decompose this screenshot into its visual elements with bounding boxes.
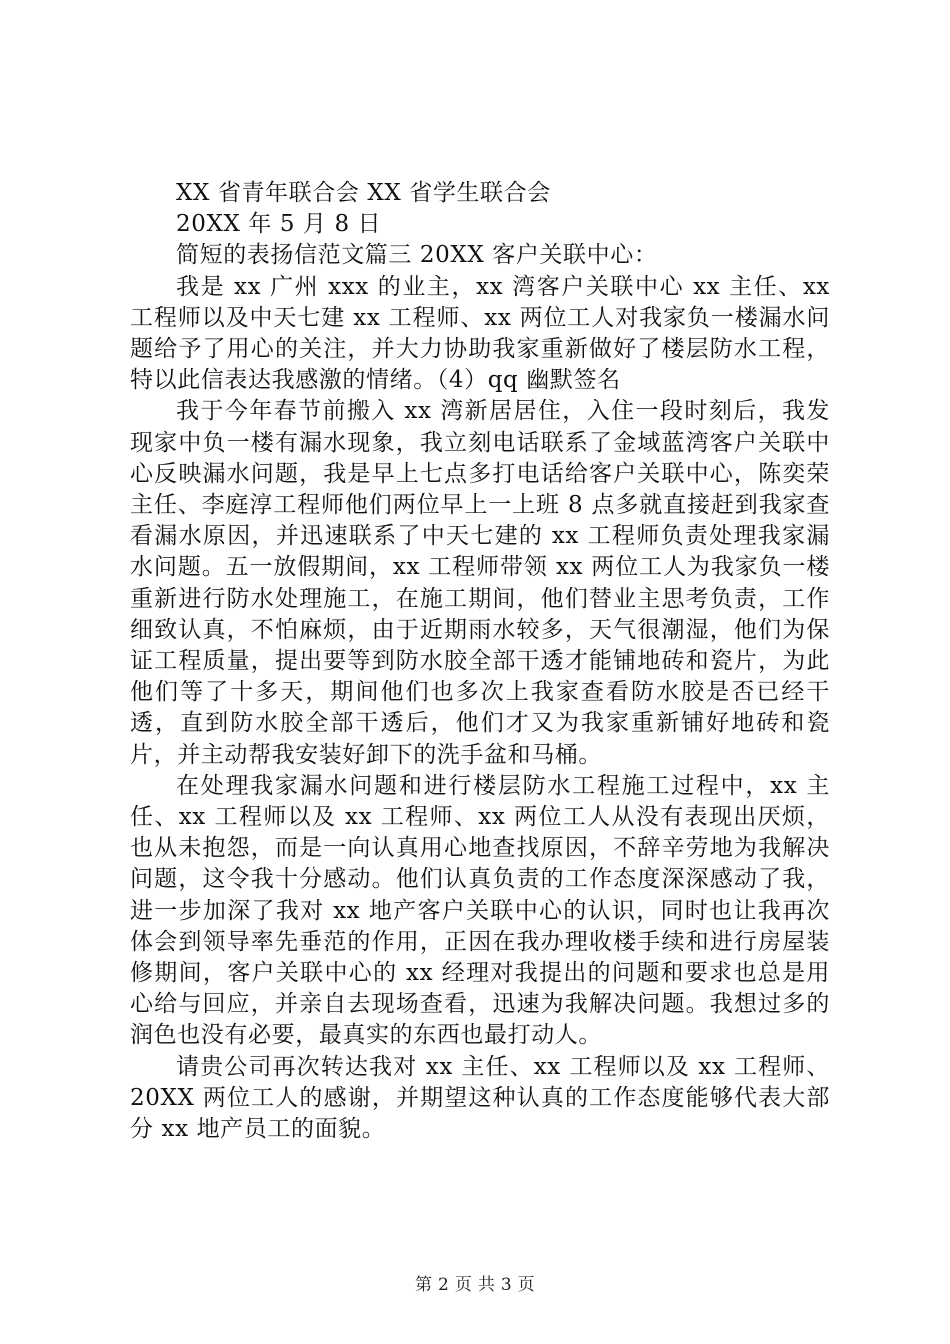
org-signature-line: XX 省青年联合会 XX 省学生联合会 (176, 180, 551, 206)
paragraph-4: 请贵公司再次转达我对 xx 主任、xx 工程师以及 xx 工程师、20XX 两位工人的感谢，并期望这种认真的工作态度能够代表大部分 xx 地产员工的面貌。 (130, 1053, 830, 1143)
document-body (130, 178, 830, 1145)
page-number-footer: 第 2 页 共 3 页 (415, 1275, 535, 1295)
date-line: 20XX 年 5 月 8 日 (176, 211, 382, 238)
paragraph-1: 我是 xx 广州 xxx 的业主，xx 湾客户关联中心 xx 主任、xx 工程师以及中天七建 xx 工程师、xx 两位工人对我家负一楼漏水问题给予了用心的关注，并大力协助我家重新做好了楼层防水工程，特以此信表达我感激的情绪。（4）qq 幽默签名 (130, 273, 830, 394)
paragraph-3: 在处理我家漏水问题和进行楼层防水工程施工过程中，xx 主任、xx 工程师以及 xx 工程师、xx 两位工人从没有表现出厌烦，也从未抱怨，而是一向认真用心地查找原因，不辞辛劳地为我解决问题，这令我十分感动。他们认真负责的工作态度深深感动了我，进一步加深了我对 xx 地产客户关联中心的认识，同时也让我再次体会到领导率先垂范的作用，正因在我办理收楼手续和进行房屋装修期间，客户关联中心的 xx 经理对我提出的问题和要求也总是用心给与回应，并亲自去现场查看，迅速为我解决问题。我想过多的润色也没有必要，最真实的东西也最打动人。 (130, 772, 830, 1049)
paragraph-2: 我于今年春节前搬入 xx 湾新居居住，入住一段时刻后，我发现家中负一楼有漏水现象，我立刻电话联系了金域蓝湾客户关联中心反映漏水问题，我是早上七点多打电话给客户关联中心，陈奕荣主任、李庭淳工程师他们两位早上一上班 8 点多就直接赶到我家查看漏水原因，并迅速联系了中天七建的 xx 工程师负责处理我家漏水问题。五一放假期间，xx 工程师带领 xx 两位工人为我家负一楼重新进行防水处理施工，在施工期间，他们替业主思考负责，工作细致认真，不怕麻烦，由于近期雨水较多，天气很潮湿，他们为保证工程质量，提出要等到防水胶全部干透才能铺地砖和瓷片，为此他们等了十多天，期间他们也多次上我家查看防水胶是否已经干透，直到防水胶全部干透后，他们才又为我家重新铺好地砖和瓷片，并主动帮我安装好卸下的洗手盆和马桶。 (130, 398, 830, 768)
section-heading-line: 简短的表扬信范文篇三 20XX 客户关联中心： (176, 242, 658, 269)
